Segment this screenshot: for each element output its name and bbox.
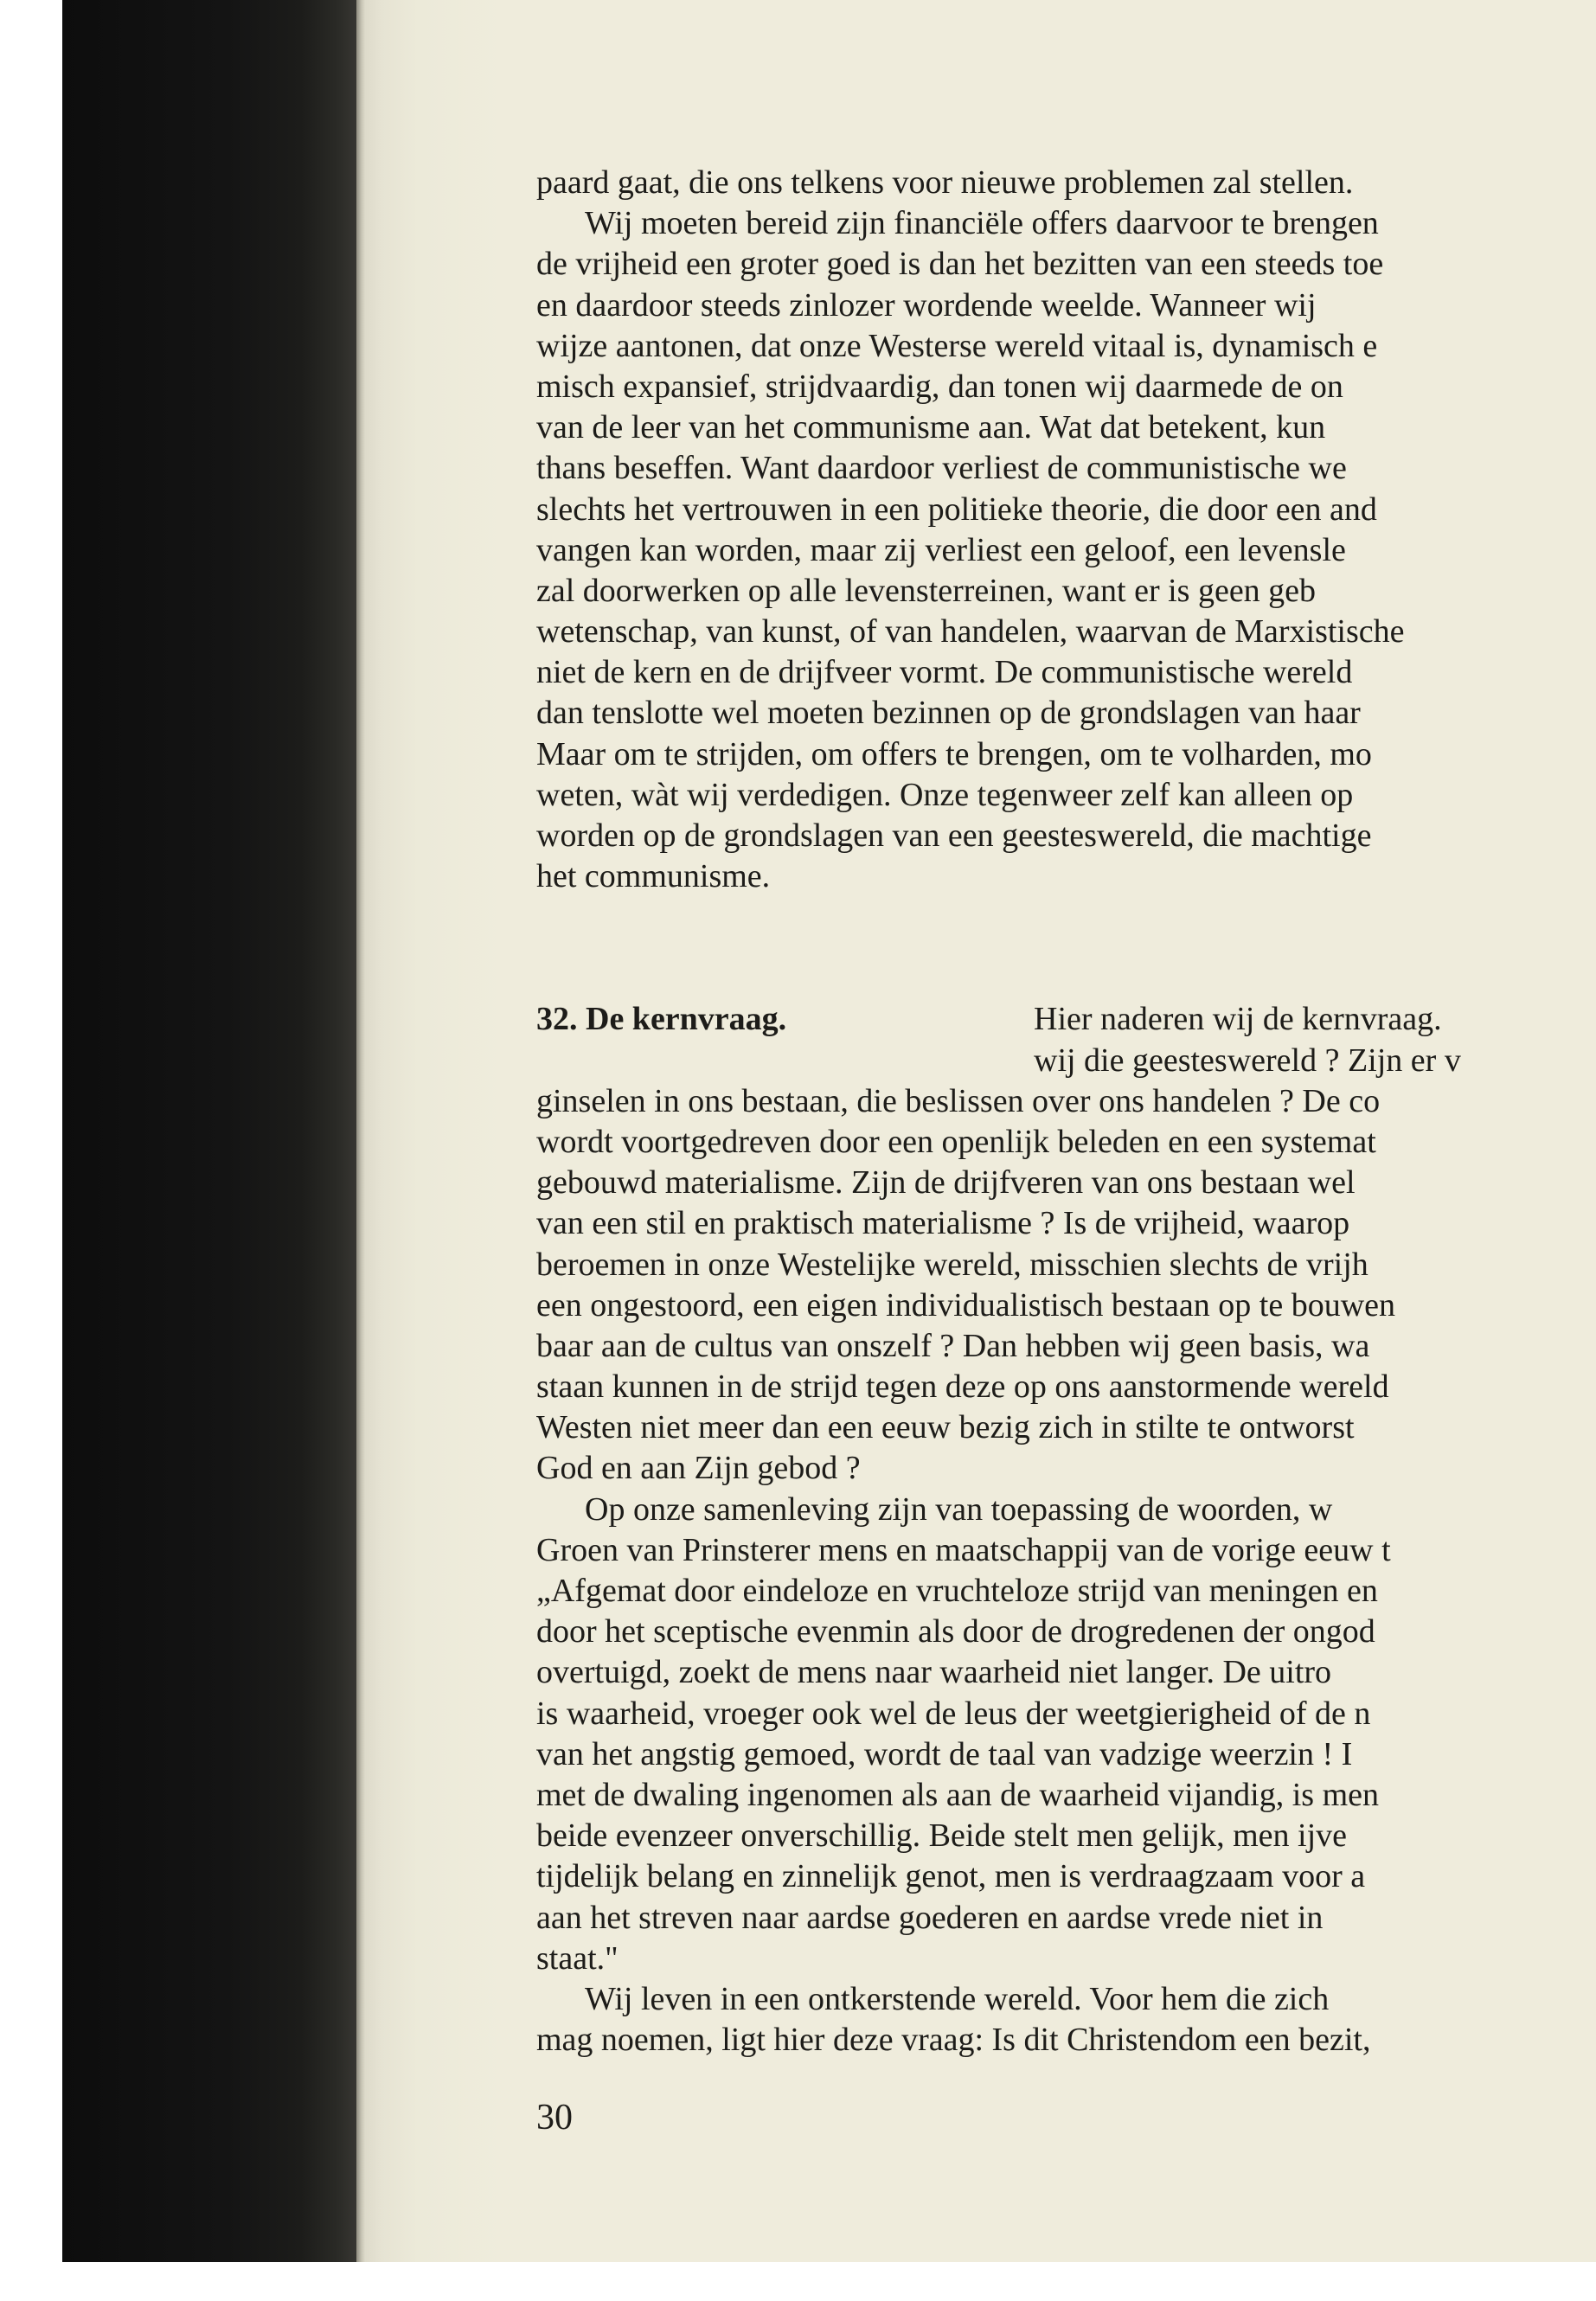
text-line: tijdelijk belang en zinnelijk genot, men is verdraagzaam voor a bbox=[536, 1858, 1366, 1895]
text-line: Groen van Prinsterer mens en maatschappij van de vorige eeuw t bbox=[536, 1531, 1391, 1568]
text-line: God en aan Zijn gebod ? bbox=[536, 1450, 861, 1487]
text-line: vangen kan worden, maar zij verliest een geloof, een levensle bbox=[536, 531, 1346, 568]
text-line: misch expansief, strijdvaardig, dan tonen wij daarmede de on bbox=[536, 368, 1343, 405]
text-line: paard gaat, die ons telkens voor nieuwe problemen zal stellen. bbox=[536, 164, 1354, 201]
text-line: beide evenzeer onverschillig. Beide stelt men gelijk, men ijve bbox=[536, 1817, 1348, 1855]
section-number: 32. bbox=[536, 1001, 578, 1038]
text-line: van een stil en praktisch materialisme ? Is de vrijheid, waarop bbox=[536, 1205, 1350, 1242]
text-line: en daardoor steeds zinlozer wordende weelde. Wanneer wij bbox=[536, 286, 1317, 324]
page-gutter-edge bbox=[356, 0, 365, 2262]
text-line: door het sceptische evenmin als door de drogredenen der ongod bbox=[536, 1613, 1375, 1650]
text-line: dan tenslotte wel moeten bezinnen op de grondslagen van haar bbox=[536, 695, 1361, 732]
text-line: van de leer van het communisme aan. Wat dat betekent, kun bbox=[536, 409, 1326, 446]
text-line: gebouwd materialisme. Zijn de drijfveren van ons bestaan wel bbox=[536, 1164, 1356, 1202]
text-line: zal doorwerken op alle levensterreinen, want er is geen geb bbox=[536, 572, 1317, 609]
book-page bbox=[356, 0, 1596, 2262]
text-line: wordt voortgedreven door een openlijk beleden en een systemat bbox=[536, 1123, 1376, 1160]
text-line: Op onze samenleving zijn van toepassing de woorden, w bbox=[585, 1490, 1333, 1528]
scan-bottom-margin bbox=[0, 2262, 1596, 2301]
page-text bbox=[536, 163, 1596, 2061]
text-line: Maar om te strijden, om offers te brengen, om te volharden, mo bbox=[536, 735, 1372, 772]
text-line: de vrijheid een groter goed is dan het bezitten van een steeds toe bbox=[536, 246, 1384, 283]
text-line: thans beseffen. Want daardoor verliest de communistische we bbox=[536, 450, 1347, 487]
text-line: worden op de grondslagen van een geesteswereld, die machtige bbox=[536, 817, 1372, 854]
text-line: het communisme. bbox=[536, 858, 771, 895]
text-line: Hier naderen wij de kernvraag. bbox=[1034, 1001, 1442, 1038]
text-line: met de dwaling ingenomen als aan de waarheid vijandig, is men bbox=[536, 1776, 1379, 1813]
paragraph-final bbox=[536, 1979, 1596, 2061]
paragraph-continuation bbox=[536, 163, 1596, 897]
book-spine-shadow bbox=[62, 0, 361, 2262]
text-line: wij die geesteswereld ? Zijn er v bbox=[1034, 1042, 1461, 1079]
section-spacer bbox=[536, 897, 1596, 999]
text-line: slechts het vertrouwen in een politieke theorie, die door een and bbox=[536, 490, 1377, 528]
text-line: „Afgemat door eindeloze en vruchteloze strijd van meningen en bbox=[536, 1573, 1378, 1609]
text-line: baar aan de cultus van onszelf ? Dan hebben wij geen basis, wa bbox=[536, 1327, 1370, 1364]
scan-left-margin bbox=[0, 0, 62, 2301]
section-title: De kernvraag. bbox=[586, 1001, 787, 1038]
section-32 bbox=[536, 999, 1596, 1489]
text-line: Westen niet meer dan een eeuw bezig zich in stilte te ontworst bbox=[536, 1409, 1355, 1446]
text-line: mag noemen, ligt hier deze vraag: Is dit Christendom een bezit, bbox=[536, 2022, 1371, 2059]
text-line: overtuigd, zoekt de mens naar waarheid niet langer. De uitro bbox=[536, 1654, 1332, 1691]
text-line: van het angstig gemoed, wordt de taal van vadzige weerzin ! I bbox=[536, 1735, 1353, 1772]
text-line: Wij moeten bereid zijn financiële offers daarvoor te brengen bbox=[585, 205, 1379, 242]
text-line: staan kunnen in de strijd tegen deze op ons aanstormende wereld bbox=[536, 1368, 1389, 1406]
text-line: ginselen in ons bestaan, die beslissen over ons handelen ? De co bbox=[536, 1082, 1381, 1119]
text-line: staat." bbox=[536, 1939, 619, 1977]
paragraph-groen-quote bbox=[536, 1490, 1596, 1979]
text-line: weten, wàt wij verdedigen. Onze tegenweer zelf kan alleen op bbox=[536, 776, 1354, 813]
text-line: een ongestoord, een eigen individualistisch bestaan op te bouwen bbox=[536, 1286, 1396, 1324]
page-number: 30 bbox=[536, 2098, 573, 2138]
text-line: wetenschap, van kunst, of van handelen, waarvan de Marxistische bbox=[536, 613, 1405, 651]
text-line: Wij leven in een ontkerstende wereld. Voor hem die zich bbox=[585, 1980, 1330, 2017]
section-heading-line bbox=[536, 999, 1596, 1040]
text-line: niet de kern en de drijfveer vormt. De communistische wereld bbox=[536, 654, 1353, 691]
text-line: aan het streven naar aardse goederen en aardse vrede niet in bbox=[536, 1899, 1324, 1936]
text-line: beroemen in onze Westelijke wereld, misschien slechts de vrijh bbox=[536, 1246, 1368, 1283]
text-line: wijze aantonen, dat onze Westerse wereld vitaal is, dynamisch e bbox=[536, 327, 1378, 364]
text-line: is waarheid, vroeger ook wel de leus der weetgierigheid of de n bbox=[536, 1695, 1371, 1732]
